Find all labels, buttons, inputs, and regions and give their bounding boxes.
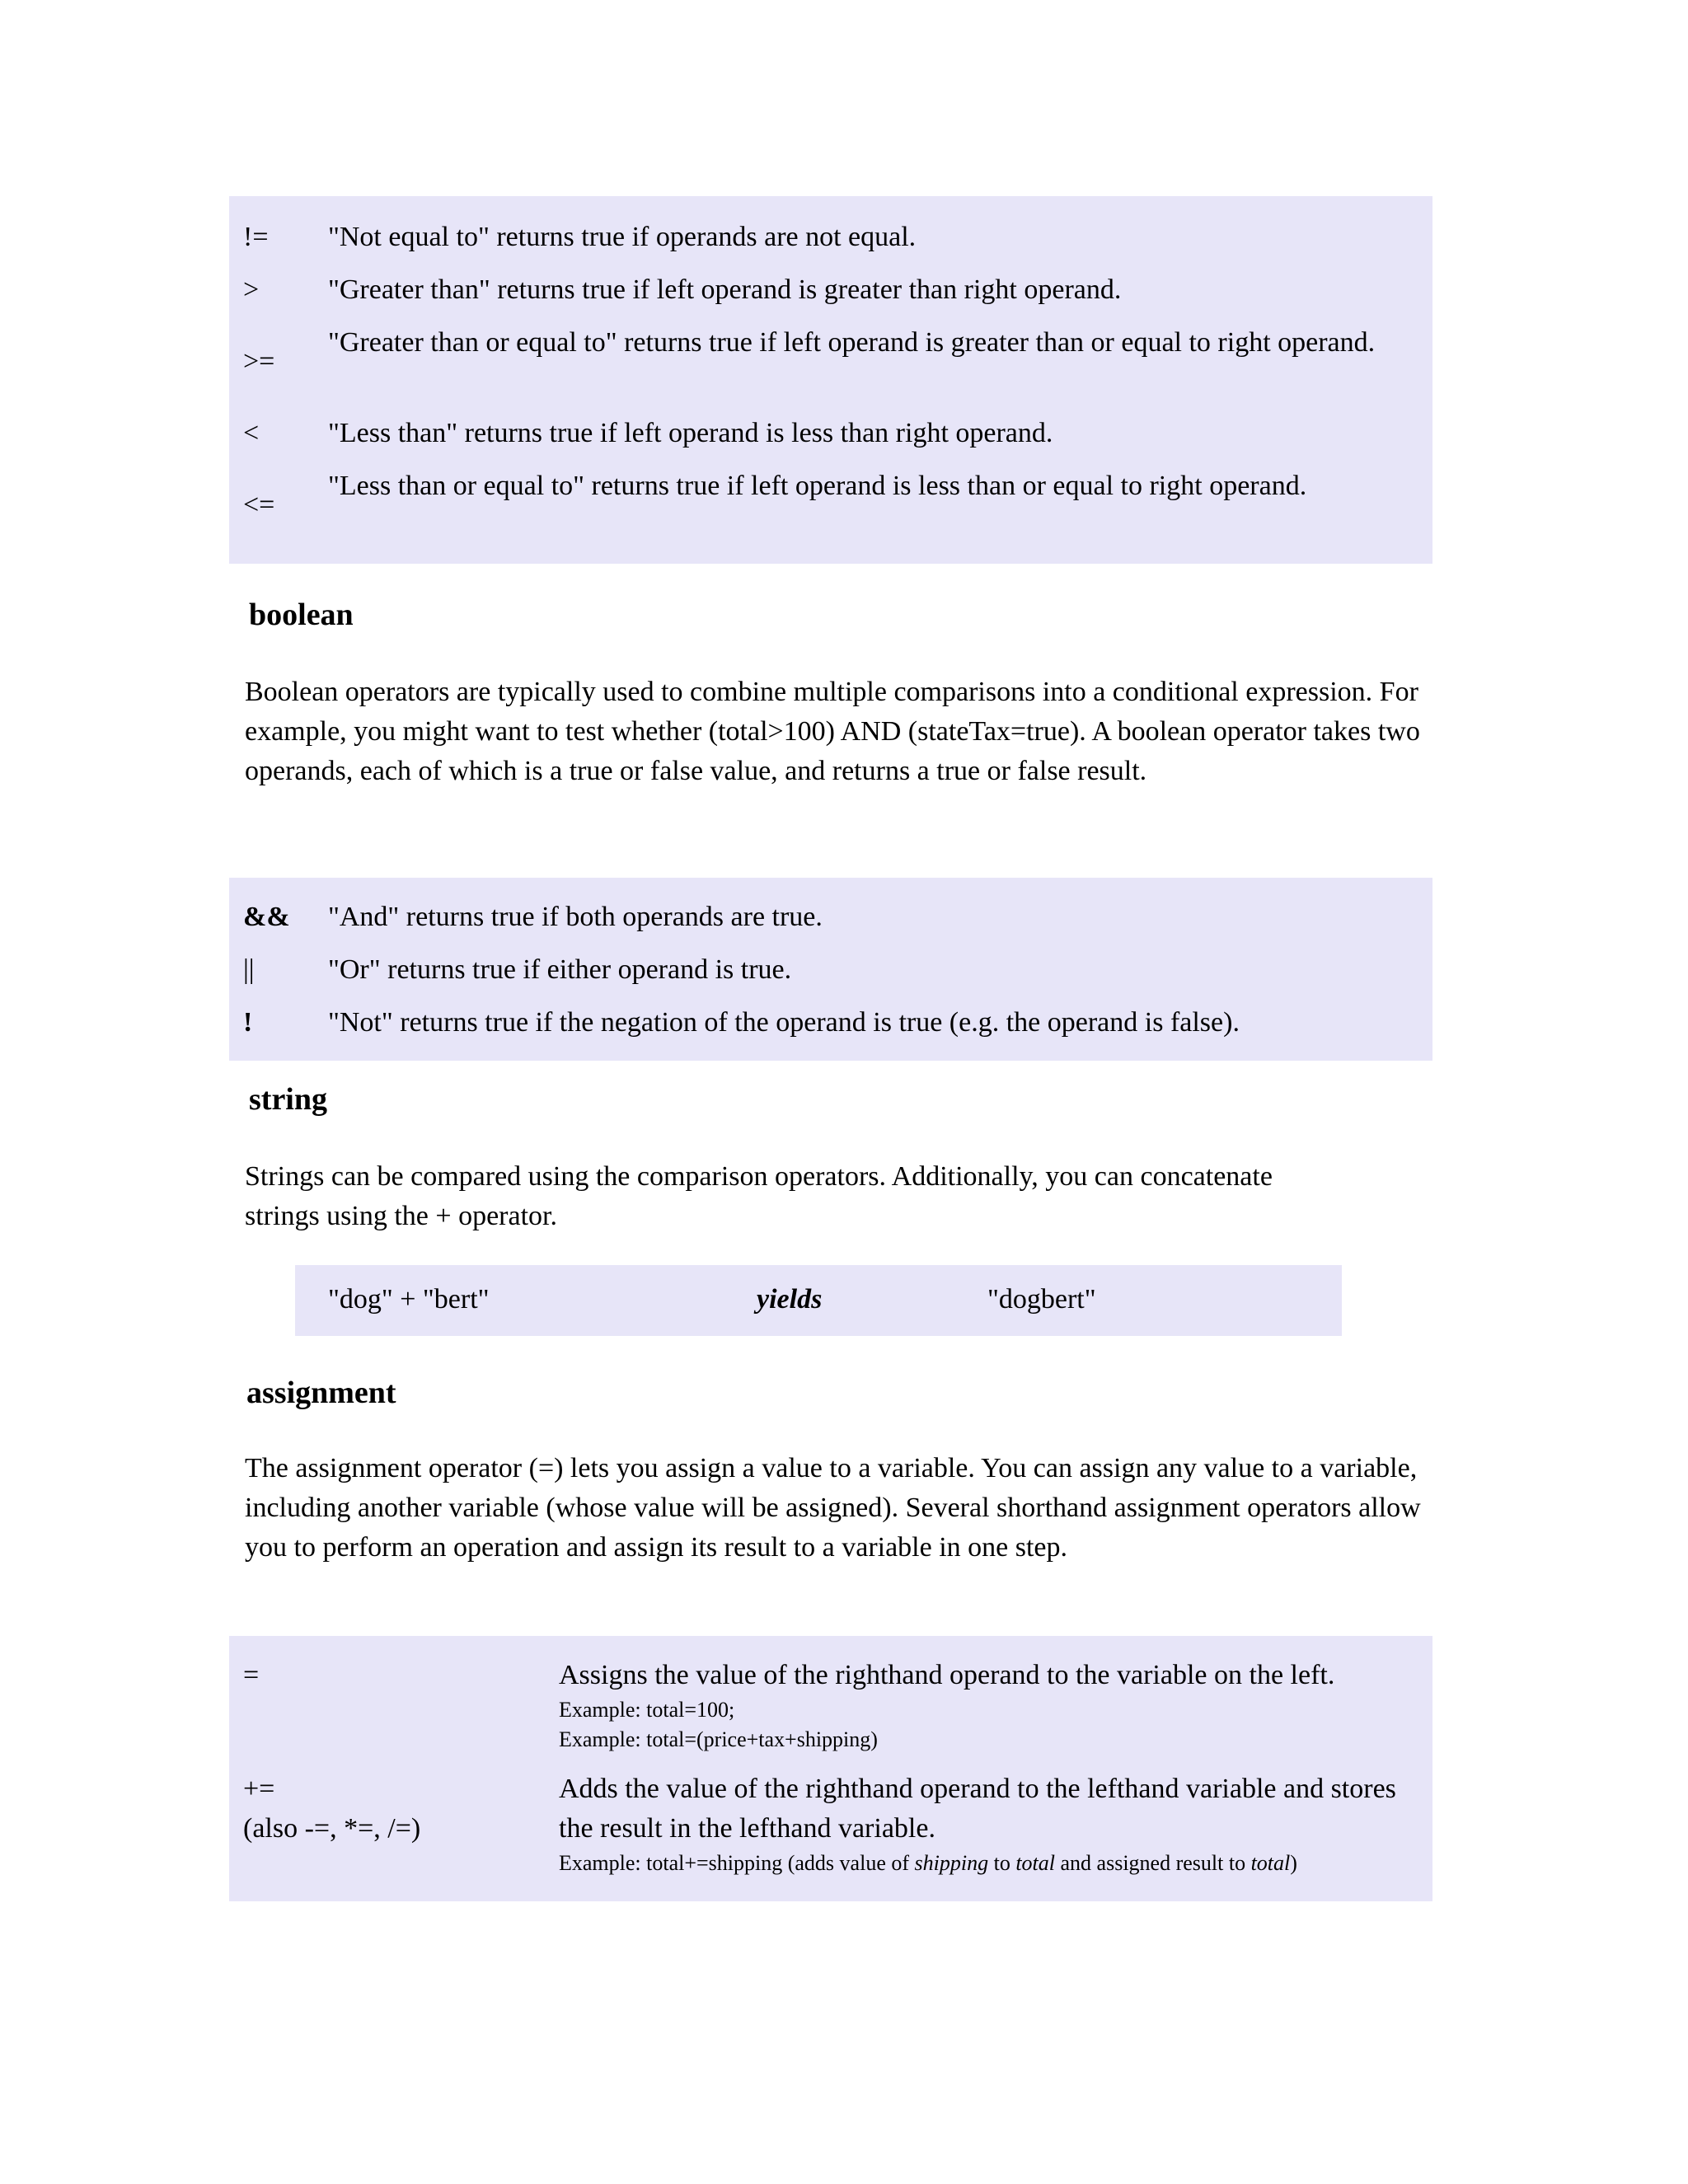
boolean-operators-table xyxy=(229,878,1432,1061)
example-italic-shipping: shipping xyxy=(914,1851,989,1875)
operator-symbol: > xyxy=(243,274,260,305)
operator-description: "Less than" returns true if left operand is less than right operand. xyxy=(328,418,1053,448)
table-row xyxy=(229,211,1432,264)
yields-label: yields xyxy=(757,1284,823,1315)
table-row xyxy=(295,1280,1342,1319)
operator-description: "Not" returns true if the negation of the operand is true (e.g. the operand is false). xyxy=(328,1007,1240,1038)
operator-symbol: += xyxy=(243,1774,275,1804)
table-row xyxy=(229,996,1432,1049)
table-row xyxy=(229,460,1432,551)
table-row xyxy=(229,891,1432,944)
operator-example xyxy=(559,1849,1404,1878)
operator-symbol-cell xyxy=(229,1769,559,1849)
example-prefix: Example: total+=shipping (adds value of xyxy=(559,1851,915,1875)
example-end: ) xyxy=(1290,1851,1297,1875)
table-row xyxy=(229,1763,1432,1886)
string-example-table xyxy=(295,1265,1342,1336)
example-mid: to xyxy=(988,1851,1016,1875)
comparison-operators-table xyxy=(229,196,1432,564)
operator-description: "Greater than or equal to" returns true if left operand is greater than or equal to right operand. xyxy=(328,327,1376,358)
operator-example: Example: total=(price+tax+shipping) xyxy=(559,1727,878,1751)
operator-example: Example: total=100; xyxy=(559,1698,735,1722)
section-heading-assignment: assignment xyxy=(246,1376,396,1410)
operator-symbol: < xyxy=(243,418,260,448)
table-row xyxy=(229,316,1432,407)
operator-description: Adds the value of the righthand operand to the lefthand variable and stores the result in the lefthand variable. xyxy=(559,1774,1396,1844)
operator-description: "Greater than" returns true if left operand is greater than right operand. xyxy=(328,274,1122,305)
operator-symbol: = xyxy=(243,1660,260,1690)
assignment-operators-table xyxy=(229,1636,1432,1901)
paragraph-assignment: The assignment operator (=) lets you assign a value to a variable. You can assign any value to a variable, including another variable (whose value will be assigned). Several shorthand assignment operators allow you to perform an operation and assign its result to a variable in one step. xyxy=(245,1453,1421,1563)
string-expression: "dog" + "bert" xyxy=(328,1284,490,1315)
operator-description: "Not equal to" returns true if operands are not equal. xyxy=(328,222,917,252)
paragraph-boolean: Boolean operators are typically used to combine multiple comparisons into a conditional expression. For example, you might want to test whether (total>100) AND (stateTax=true). A boolean operator takes two operands, each of which is a true or false value, and returns a true or false result. xyxy=(245,677,1420,786)
example-italic-total: total xyxy=(1015,1851,1055,1875)
table-row xyxy=(229,944,1432,996)
operator-description-cell xyxy=(559,1769,1432,1878)
section-heading-boolean: boolean xyxy=(249,598,354,632)
paragraph-string: Strings can be compared using the comparison operators. Additionally, you can concatenate strings using the + operator. xyxy=(245,1161,1273,1231)
example-italic-total-2: total xyxy=(1250,1851,1291,1875)
operator-description: "Less than or equal to" returns true if left operand is less than or equal to right operand. xyxy=(328,471,1307,501)
operator-symbol: != xyxy=(243,222,269,252)
example-suffix: and assigned result to xyxy=(1055,1851,1251,1875)
operator-description: Assigns the value of the righthand operand to the variable on the left. xyxy=(559,1660,1335,1690)
string-result: "dogbert" xyxy=(987,1284,1096,1315)
table-row xyxy=(229,264,1432,316)
operator-description: "Or" returns true if either operand is true. xyxy=(328,954,792,985)
section-heading-string: string xyxy=(249,1082,327,1117)
operator-symbol: <= xyxy=(243,490,275,520)
operator-symbol-note: (also -=, *=, /=) xyxy=(243,1813,421,1844)
table-row xyxy=(229,407,1432,460)
table-row xyxy=(229,1649,1432,1763)
operator-symbol: || xyxy=(243,954,255,985)
operator-description-cell xyxy=(559,1656,1432,1755)
operator-description: "And" returns true if both operands are true. xyxy=(328,902,823,932)
operator-symbol: ! xyxy=(243,1007,253,1038)
operator-symbol: && xyxy=(243,902,290,932)
operator-symbol: >= xyxy=(243,346,275,377)
